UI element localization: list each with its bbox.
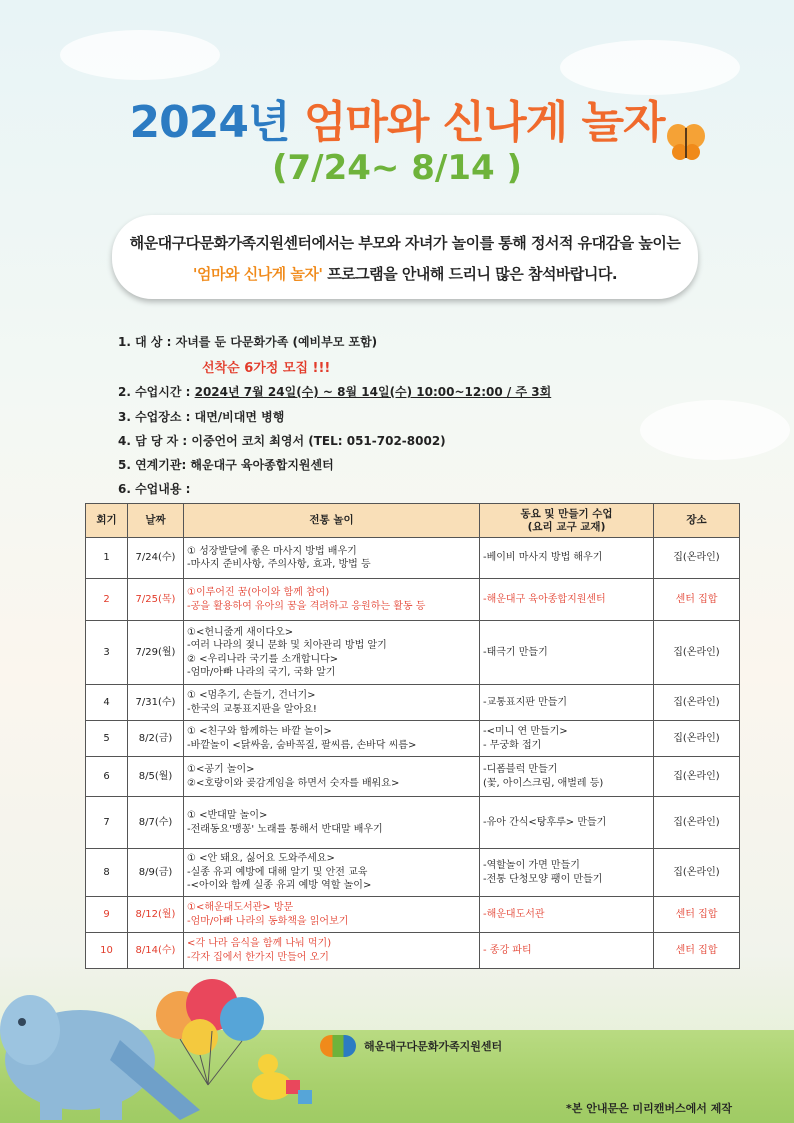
cell-play bbox=[184, 685, 480, 721]
cell-date: 7/29(월) bbox=[128, 621, 184, 685]
cell-session: 9 bbox=[86, 897, 128, 933]
cell-place: 집(온라인) bbox=[654, 797, 740, 849]
table-row bbox=[86, 797, 740, 849]
cell-date: 7/25(목) bbox=[128, 579, 184, 621]
info-manager: 4. 담 당 자 : 이중언어 코치 최영서 (TEL: 051-702-8002) bbox=[118, 434, 446, 448]
cell-place: 집(온라인) bbox=[654, 849, 740, 897]
cell-place: 집(온라인) bbox=[654, 621, 740, 685]
cell-play bbox=[184, 757, 480, 797]
table-row bbox=[86, 538, 740, 579]
cell-date: 8/9(금) bbox=[128, 849, 184, 897]
craft-line: -디폼블럭 만들기 bbox=[483, 764, 558, 775]
header-play: 전통 놀이 bbox=[184, 504, 480, 538]
play-line: ①<공기 놀이> bbox=[187, 764, 255, 775]
table-row bbox=[86, 897, 740, 933]
craft-line: -해운대도서관 bbox=[483, 908, 545, 920]
cell-session: 2 bbox=[86, 579, 128, 621]
play-line: ①<헌니줄게 새이다오> bbox=[187, 626, 294, 638]
cell-craft bbox=[480, 538, 654, 579]
cell-place: 센터 집합 bbox=[654, 897, 740, 933]
cell-date: 8/2(금) bbox=[128, 721, 184, 757]
cell-craft bbox=[480, 685, 654, 721]
org-logo bbox=[320, 1033, 502, 1059]
info-time-value: 2024년 7월 24일(수) ~ 8월 14일(수) 10:00~12:00 / 주 3회 bbox=[194, 385, 552, 399]
info-place: 3. 수업장소 : 대면/비대면 병행 bbox=[118, 410, 285, 424]
header-craft: 동요 및 만들기 수업 (요리 교구 교재) bbox=[480, 504, 654, 538]
header-place: 장소 bbox=[654, 504, 740, 538]
play-line: -전래동요'맹꽁' 노래를 통해서 반대말 배우기 bbox=[187, 823, 383, 835]
craft-line: -역할놀이 가면 만들기 bbox=[483, 860, 580, 871]
cloud-decoration bbox=[60, 30, 220, 80]
info-partner: 5. 연계기관: 해운대구 육아종합지원센터 bbox=[118, 458, 334, 472]
play-line: -엄마/아빠 나라의 동화책을 읽어보기 bbox=[187, 915, 349, 927]
table-row bbox=[86, 933, 740, 969]
cell-craft bbox=[480, 579, 654, 621]
title-main: 엄마와 신나게 놀자 bbox=[303, 97, 665, 148]
title-year: 2024년 bbox=[129, 97, 290, 148]
cell-place: 집(온라인) bbox=[654, 538, 740, 579]
org-logo-mark bbox=[320, 1035, 356, 1057]
craft-line: - 종강 파티 bbox=[483, 944, 532, 956]
play-line: -<아이와 함께 실종 유괴 예방 역할 놀이> bbox=[187, 880, 372, 892]
table-row bbox=[86, 685, 740, 721]
craft-line: -교통표지판 만들기 bbox=[483, 696, 568, 708]
table-row bbox=[86, 849, 740, 897]
play-line: ① <반대말 놀이> bbox=[187, 810, 268, 821]
play-line: ①이루어진 꿈(아이와 함께 참여) bbox=[187, 587, 330, 598]
cell-play bbox=[184, 579, 480, 621]
cell-play bbox=[184, 621, 480, 685]
cell-session: 7 bbox=[86, 797, 128, 849]
banner-line-1: 해운대구다문화가족지원센터에서는 부모와 자녀가 놀이를 통해 정서적 유대감을 높이는 bbox=[129, 234, 681, 252]
cell-session: 6 bbox=[86, 757, 128, 797]
table-row bbox=[86, 621, 740, 685]
cell-place: 집(온라인) bbox=[654, 757, 740, 797]
craft-line: - 무궁화 접기 bbox=[483, 739, 542, 751]
craft-line: -태극기 만들기 bbox=[483, 646, 548, 658]
cell-play bbox=[184, 538, 480, 579]
cell-craft bbox=[480, 757, 654, 797]
cell-place: 센터 집합 bbox=[654, 579, 740, 621]
info-target-note: 선착순 6가정 모집 !!! bbox=[202, 361, 331, 376]
craft-line: -전통 단청모양 팽이 만들기 bbox=[483, 873, 603, 885]
craft-line: (꽃, 아이스크림, 애벌레 등) bbox=[483, 777, 604, 789]
title-dates: (7/24~ 8/14 ) bbox=[271, 148, 523, 188]
play-line: ① <안 돼요, 싫어요 도와주세요> bbox=[187, 853, 335, 865]
play-line: -공을 활용하여 유아의 꿈을 격려하고 응원하는 활동 등 bbox=[187, 600, 426, 612]
butterfly-icon bbox=[664, 120, 708, 164]
info-content: 6. 수업내용 : bbox=[118, 482, 191, 496]
craft-line: -베이비 마사지 방법 해우기 bbox=[483, 552, 603, 564]
duck-toy-illustration bbox=[250, 1050, 320, 1110]
craft-line: -유아 간식<탕후루> 만들기 bbox=[483, 816, 607, 828]
info-target: 1. 대 상 : 자녀를 둔 다문화가족 (예비부모 포함) bbox=[118, 335, 378, 349]
cell-place: 집(온라인) bbox=[654, 685, 740, 721]
cell-session: 8 bbox=[86, 849, 128, 897]
cell-place: 집(온라인) bbox=[654, 721, 740, 757]
play-line: ② <우리나라 국기를 소개합니다> bbox=[187, 653, 339, 665]
banner-line-2 bbox=[112, 263, 698, 284]
play-line: -실종 유괴 예방에 대해 알기 및 안전 교육 bbox=[187, 866, 368, 878]
table-row bbox=[86, 721, 740, 757]
cell-craft bbox=[480, 933, 654, 969]
cell-craft bbox=[480, 797, 654, 849]
cell-date: 7/24(수) bbox=[128, 538, 184, 579]
cell-play bbox=[184, 721, 480, 757]
info-time-label: 2. 수업시간 : bbox=[118, 385, 195, 399]
cloud-decoration bbox=[640, 400, 790, 460]
play-line: -여러 나라의 젖니 문화 및 치아관리 방법 알기 bbox=[187, 640, 387, 651]
cell-date: 8/7(수) bbox=[128, 797, 184, 849]
cell-date: 8/12(월) bbox=[128, 897, 184, 933]
table-row bbox=[86, 579, 740, 621]
play-line: -바깥놀이 <닭싸움, 숨바꼭질, 팔씨름, 손바닥 씨름> bbox=[187, 739, 417, 751]
footnote: *본 안내문은 미리캔버스에서 제작 bbox=[566, 1102, 733, 1115]
craft-line: -해운대구 육아종합지원센터 bbox=[483, 593, 606, 605]
play-line: ②<호랑이와 곶감게임을 하면서 숫자를 배워요> bbox=[187, 777, 400, 789]
schedule-body bbox=[86, 538, 740, 969]
cell-date: 7/31(수) bbox=[128, 685, 184, 721]
play-line: -엄마/아빠 나라의 국기, 국화 알기 bbox=[187, 667, 336, 678]
table-row bbox=[86, 757, 740, 797]
info-time bbox=[118, 383, 551, 400]
cell-place: 센터 집합 bbox=[654, 933, 740, 969]
play-line: <각 나라 음식을 함께 나눠 먹기) bbox=[187, 938, 332, 949]
header-date: 날짜 bbox=[128, 504, 184, 538]
cell-date: 8/5(월) bbox=[128, 757, 184, 797]
play-line: -한국의 교통표지판을 알아요! bbox=[187, 703, 317, 715]
cell-session: 1 bbox=[86, 538, 128, 579]
cell-craft bbox=[480, 849, 654, 897]
play-line: -각자 집에서 한가지 만들어 오기 bbox=[187, 951, 329, 963]
cell-play bbox=[184, 897, 480, 933]
schedule-table bbox=[85, 503, 740, 969]
header-session: 회기 bbox=[86, 504, 128, 538]
cell-play bbox=[184, 797, 480, 849]
program-name-highlight: '엄마와 신나게 놀자' bbox=[192, 265, 323, 283]
play-line: ①<해운대도서관> 방문 bbox=[187, 902, 294, 913]
play-line: ① <멈추기, 손들기, 건너기> bbox=[187, 690, 316, 701]
play-line: -마사지 준비사항, 주의사항, 효과, 방법 등 bbox=[187, 559, 371, 570]
cell-session: 5 bbox=[86, 721, 128, 757]
cell-play bbox=[184, 849, 480, 897]
play-line: ① <친구와 함께하는 바깥 놀이> bbox=[187, 726, 332, 737]
cell-session: 10 bbox=[86, 933, 128, 969]
cell-craft bbox=[480, 621, 654, 685]
org-logo-name: 해운대구다문화가족지원센터 bbox=[364, 1040, 503, 1053]
cell-session: 3 bbox=[86, 621, 128, 685]
cell-craft bbox=[480, 721, 654, 757]
table-header-row bbox=[86, 504, 740, 538]
banner-line-2-rest: 프로그램을 안내해 드리니 많은 참석바랍니다. bbox=[322, 265, 618, 283]
cell-craft bbox=[480, 897, 654, 933]
craft-line: -<미니 연 만들기> bbox=[483, 726, 568, 737]
cell-date: 8/14(수) bbox=[128, 933, 184, 969]
play-line: ① 성장발달에 좋은 마사지 방법 배우기 bbox=[187, 545, 357, 557]
cell-play bbox=[184, 933, 480, 969]
cell-session: 4 bbox=[86, 685, 128, 721]
intro-banner bbox=[112, 215, 698, 299]
